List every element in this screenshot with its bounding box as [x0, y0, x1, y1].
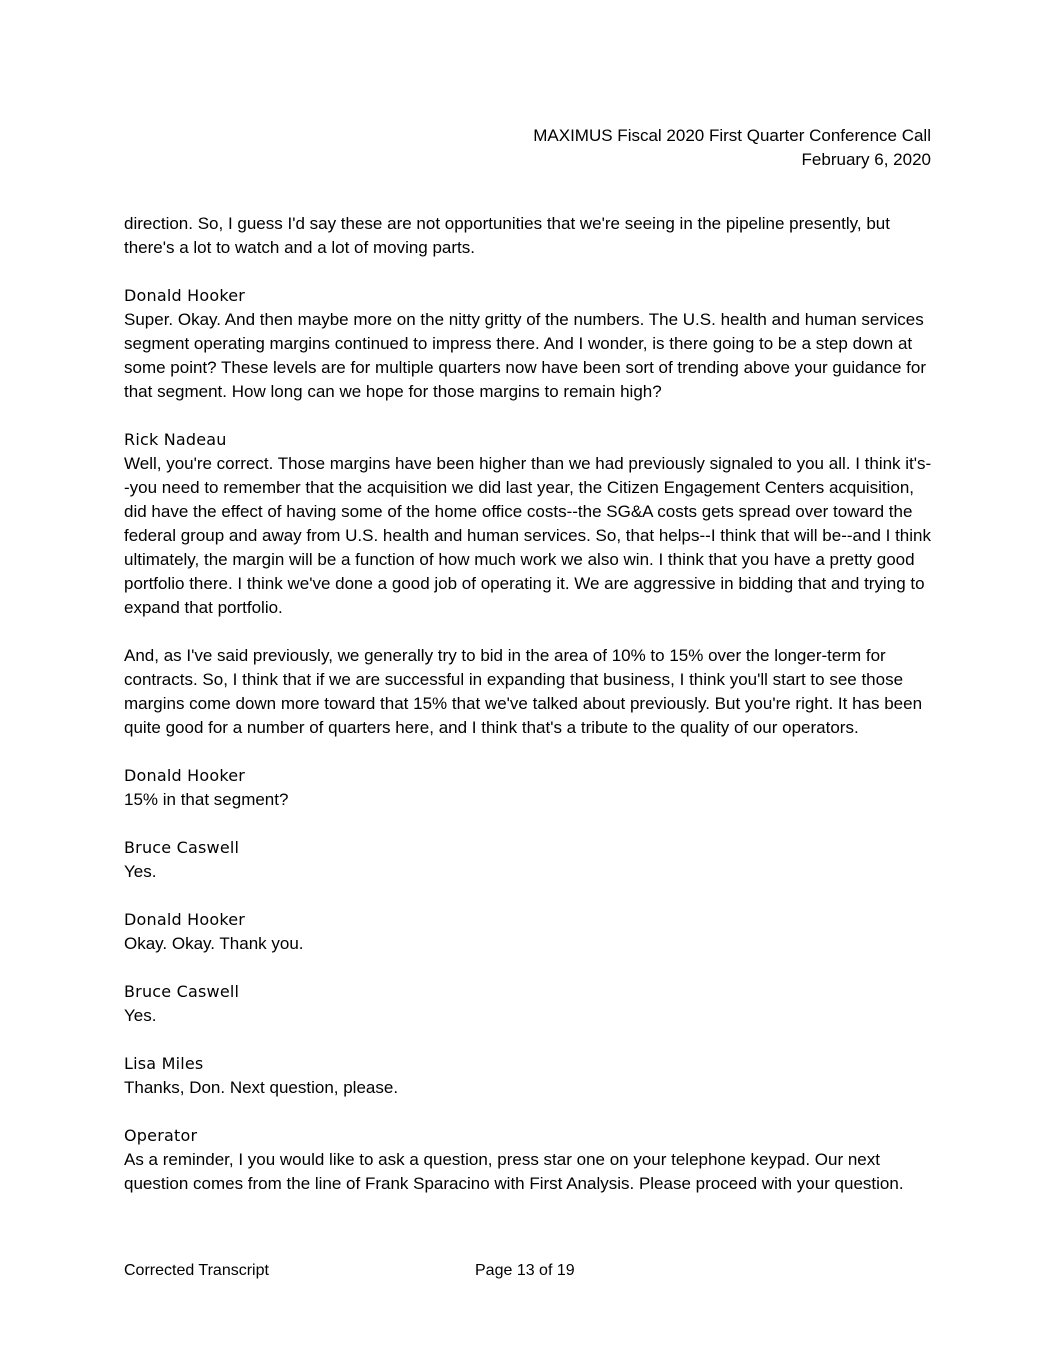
turn-paragraph: As a reminder, I you would like to ask a question, press star one on your telephone keypad. Our next question comes from the line of Frank Sparacino with First Analysis. Please proceed with your question. — [124, 1150, 904, 1193]
turn-paragraph: Yes. — [124, 1006, 157, 1025]
turn-paragraph: Super. Okay. And then maybe more on the nitty gritty of the numbers. The U.S. health and human services segment operating margins continued to impress there. And I wonder, is there going to be a step down at some point? These levels are for multiple quarters now have been sort of trending above your guidance for that segment. How long can we hope for those margins to remain high? — [124, 310, 926, 401]
turn-paragraph: Yes. — [124, 862, 157, 881]
speaker-turn — [124, 908, 936, 956]
speaker-name: Lisa Miles — [124, 1054, 204, 1073]
footer-label: Corrected Transcript — [124, 1262, 269, 1279]
speaker-turn — [124, 428, 936, 620]
speaker-turn — [124, 764, 936, 812]
turn-paragraph: Thanks, Don. Next question, please. — [124, 1078, 399, 1097]
page-header — [533, 124, 931, 172]
speaker-name: Bruce Caswell — [124, 838, 240, 857]
speaker-name: Donald Hooker — [124, 910, 246, 929]
speaker-turn — [124, 836, 936, 884]
turn-paragraph: And, as I've said previously, we generally try to bid in the area of 10% to 15% over the longer-term for contracts. So, I think that if we are successful in expanding that business, I think you'll start to see those margins come down more toward that 15% that we've talked about previously. But you're right. It has been quite good for a number of quarters here, and I think that's a tribute to the quality of our operators. — [124, 646, 923, 737]
turn-paragraph: Okay. Okay. Thank you. — [124, 934, 304, 953]
transcript-body — [124, 212, 936, 1220]
speaker-name: Donald Hooker — [124, 766, 246, 785]
speaker-name: Donald Hooker — [124, 286, 246, 305]
speaker-turn — [124, 284, 936, 404]
speaker-turn — [124, 1052, 936, 1100]
speaker-name: Bruce Caswell — [124, 982, 240, 1001]
speaker-name: Operator — [124, 1126, 198, 1145]
turn-paragraph: Well, you're correct. Those margins have been higher than we had previously signaled to you all. I think it's--you need to remember that the acquisition we did last year, the Citizen Engagement Centers acquisition, did have the effect of having some of the home office costs--the SG&A costs gets spread over toward the federal group and away from U.S. health and human services. So, that helps--I think that will be--and I think ultimately, the margin will be a function of how much work we also win. I think that you have a pretty good portfolio there. I think we've done a good job of operating it. We are aggressive in bidding that and trying to expand that portfolio. — [124, 454, 932, 617]
speaker-turn — [124, 980, 936, 1028]
speaker-turn — [124, 1124, 936, 1196]
opening-paragraph: direction. So, I guess I'd say these are not opportunities that we're seeing in the pipeline presently, but there's a lot to watch and a lot of moving parts. — [124, 214, 890, 257]
speaker-name: Rick Nadeau — [124, 430, 227, 449]
page-number: Page 13 of 19 — [475, 1262, 575, 1279]
document-title: MAXIMUS Fiscal 2020 First Quarter Conference Call — [533, 126, 931, 145]
document-date: February 6, 2020 — [801, 150, 931, 169]
turn-paragraph: 15% in that segment? — [124, 790, 289, 809]
